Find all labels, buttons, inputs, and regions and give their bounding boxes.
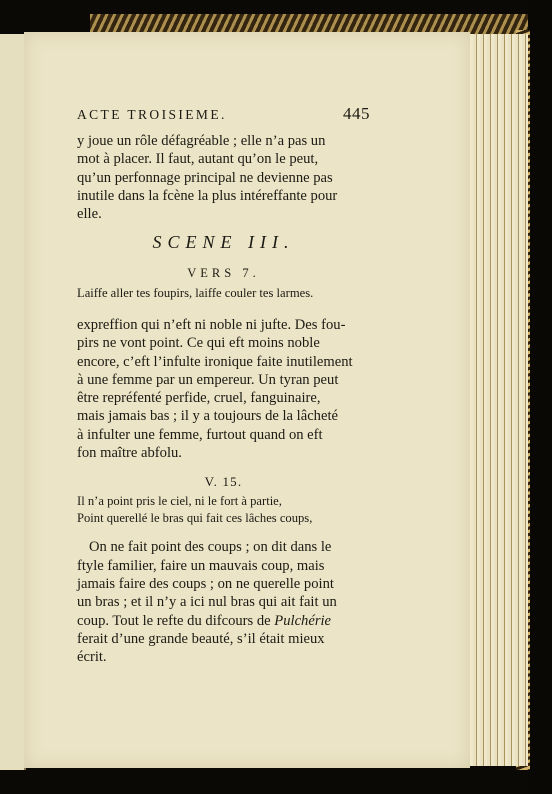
page-text-block <box>77 104 370 666</box>
running-head-title: ACTE TROISIEME. <box>77 107 227 122</box>
paragraph-3 <box>77 538 370 666</box>
text-line: qu’un perfonnage principal ne devienne pas <box>77 169 333 186</box>
text-line <box>77 612 370 630</box>
text-line: expreffion qui n’eft ni noble ni jufte. Des fou- <box>77 316 346 333</box>
text-line: un bras ; et il n’y a ici nul bras qui ait fait un <box>77 594 337 611</box>
text-line: encore, c’eft l’infulte ironique faite inutilement <box>77 353 353 370</box>
text-run: coup. Tout le refte du difcours de <box>77 612 275 629</box>
text-line: écrit. <box>77 649 107 666</box>
text-line: On ne fait point des coups ; on dit dans le <box>89 539 332 556</box>
text-line: jamais faire des coups ; on ne querelle point <box>77 575 334 592</box>
verse-quote-15 <box>77 493 370 526</box>
text-line: fon maître abfolu. <box>77 445 182 462</box>
paragraph-1 <box>77 132 370 223</box>
facing-page-edge <box>0 34 26 770</box>
text-line: mot à placer. Il faut, autant qu’on le peut, <box>77 151 319 168</box>
running-head <box>77 104 370 124</box>
paragraph-2 <box>77 316 370 462</box>
quote-line: Il n’a point pris le ciel, ni le fort à partie, <box>77 494 282 509</box>
text-line: pirs ne vont point. Ce qui eft moins noble <box>77 335 320 352</box>
text-line: y joue un rôle défagréable ; elle n’a pas un <box>77 133 326 149</box>
text-line: inutile dans la fcène la plus intéreffante pour <box>77 187 338 204</box>
text-line: ferait d’une grande beauté, s’il était mieux <box>77 630 325 647</box>
verse-reference-7: VERS 7. <box>187 266 260 281</box>
verse-quote-7: Laiffe aller tes foupirs, laiffe couler tes larmes. <box>77 286 314 301</box>
text-line: elle. <box>77 206 102 223</box>
text-line: mais jamais bas ; il y a toujours de la lâcheté <box>77 408 338 425</box>
verse-reference-15: V. 15. <box>204 474 243 490</box>
page-number: 445 <box>343 104 370 123</box>
binding-right <box>528 0 552 794</box>
text-line: être repréfenté perfide, cruel, fanguinaire, <box>77 390 321 407</box>
scene-title: SCENE III. <box>152 232 295 253</box>
character-name: Pulchérie <box>274 612 332 629</box>
page-edge-stack <box>466 34 528 766</box>
quote-line: Point querellé le bras qui fait ces lâches coups, <box>77 510 313 525</box>
text-line: à une femme par un empereur. Un tyran peut <box>77 371 339 388</box>
text-line: ftyle familier, faire un mauvais coup, mais <box>77 557 325 574</box>
book-page <box>24 32 470 768</box>
text-line: à infulter une femme, furtout quand on eft <box>77 426 323 443</box>
